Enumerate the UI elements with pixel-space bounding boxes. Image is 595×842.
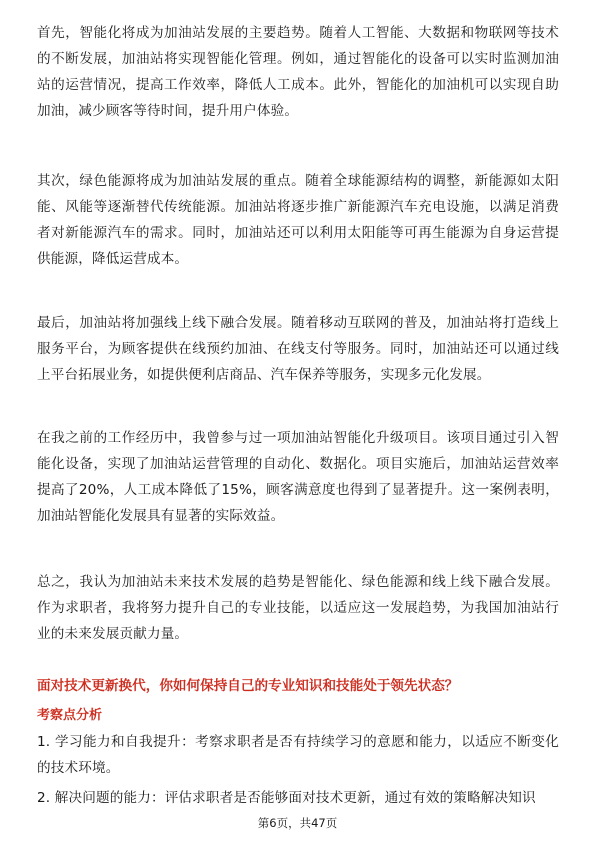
page-number: 第6页，共47页 (257, 816, 338, 830)
section-title-analysis: 考察点分析 (37, 708, 103, 723)
paragraph-conclusion: 总之，我认为加油站未来技术发展的趋势是智能化、绿色能源和线上线下融合发展。作为求职者，我将努力提升自己的专业技能，以适应这一发展趋势，为我国加油站行业的未来发展贡献力量。 (37, 574, 559, 642)
paragraph-green-energy: 其次，绿色能源将成为加油站发展的重点。随着全球能源结构的调整，新能源如太阳能、风能等逐渐替代传统能源。加油站将逐步推广新能源汽车充电设施，以满足消费者对新能源汽车的需求。同时，加油站还可以利用太阳能等可再生能源为自身运营提供能源，降低运营成本。 (37, 173, 559, 267)
interview-question: 面对技术更新换代，你如何保持自己的专业知识和技能处于领先状态？ (37, 678, 459, 694)
paragraph-intelligence-trend: 首先，智能化将成为加油站发展的主要趋势。随着人工智能、大数据和物联网等技术的不断发展，加油站将实现智能化管理。例如，通过智能化的设备可以实时监测加油站的运营情况，提高工作效率，降低人工成本。此外，智能化的加油机可以实现自助加油，减少顾客等待时间，提升用户体验。 (37, 25, 559, 119)
list-item-problem-solving: 2. 解决问题的能力：评估求职者是否能够面对技术更新，通过有效的策略解决知识 (37, 790, 536, 806)
paragraph-online-offline: 最后，加油站将加强线上线下融合发展。随着移动互联网的普及，加油站将打造线上服务平台，为顾客提供在线预约加油、在线支付等服务。同时，加油站还可以通过线上平台拓展业务，如提供便利店商品、汽车保养等服务，实现多元化发展。 (37, 315, 559, 383)
paragraph-work-experience: 在我之前的工作经历中，我曾参与过一项加油站智能化升级项目。该项目通过引入智能化设备，实现了加油站运营管理的自动化、数据化。项目实施后，加油站运营效率提高了20%，人工成本降低了15%，顾客满意度也得到了显著提升。这一案例表明，加油站智能化发展具有显著的实际效益。 (37, 430, 559, 524)
list-item-learning-ability: 1. 学习能力和自我提升：考察求职者是否有持续学习的意愿和能力，以适应不断变化的技术环境。 (37, 734, 559, 776)
